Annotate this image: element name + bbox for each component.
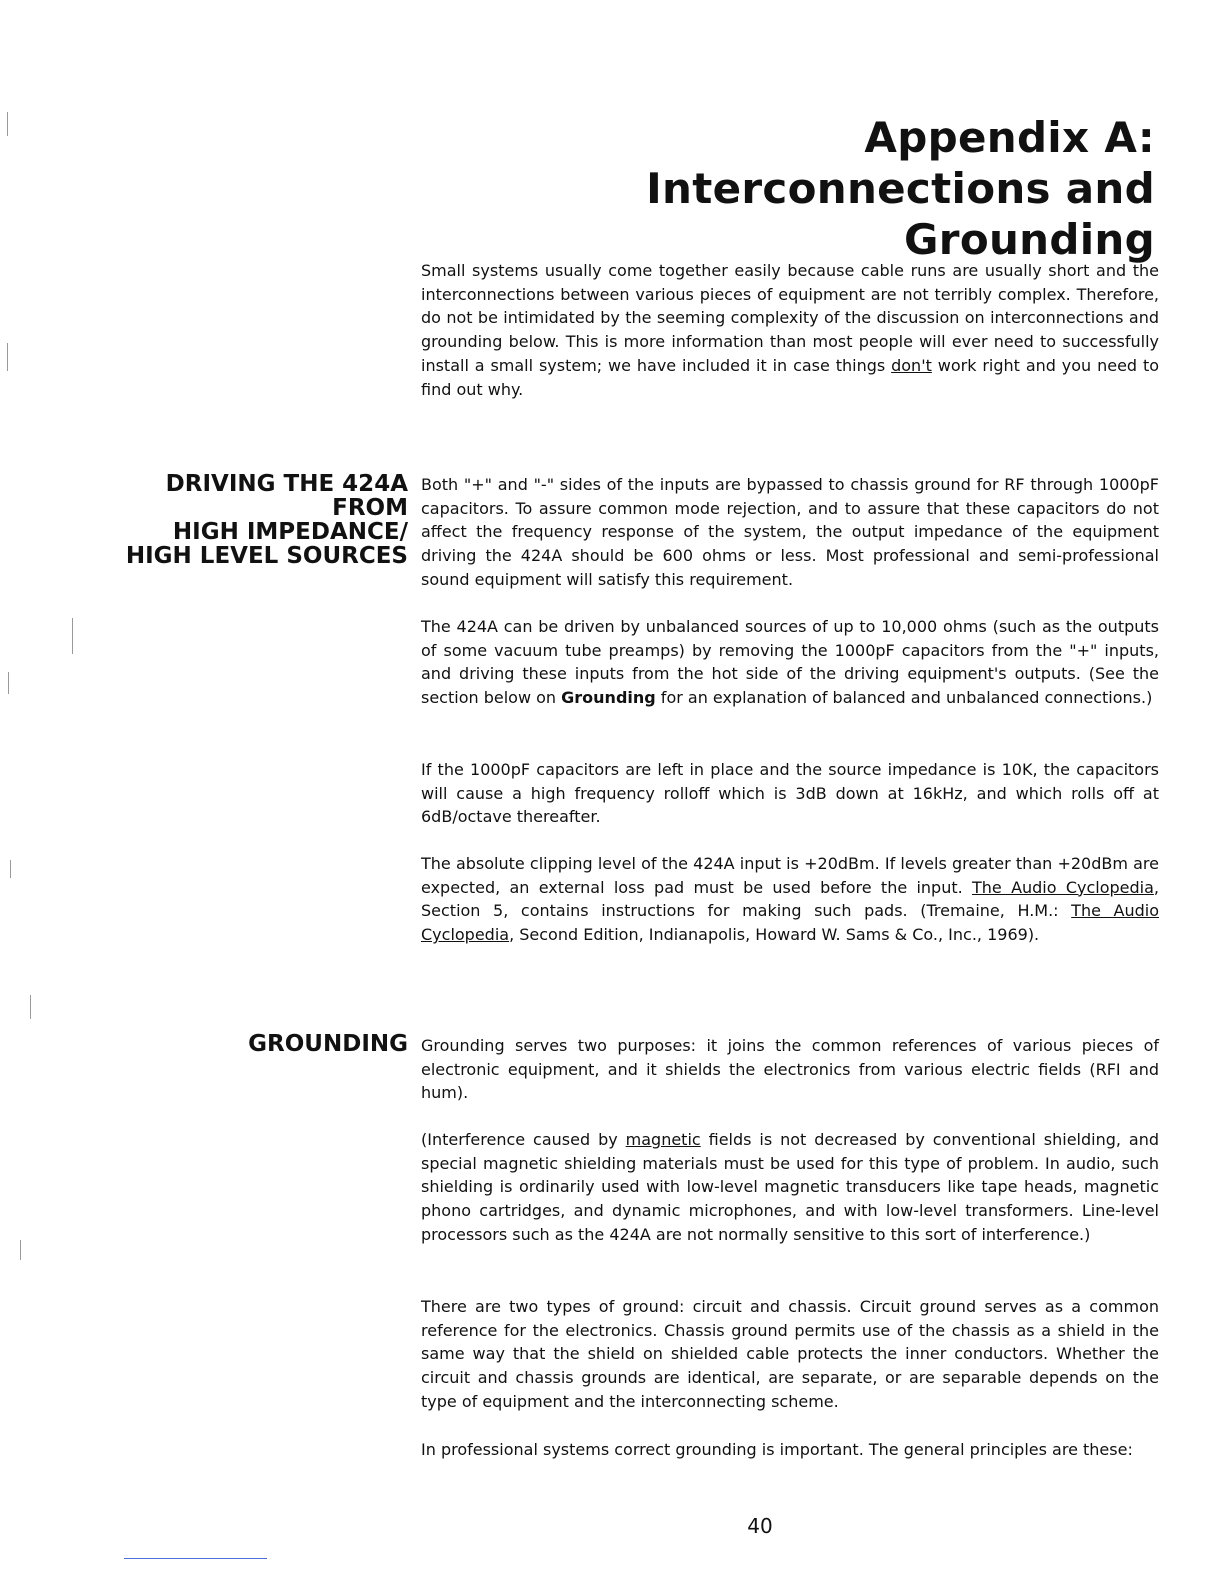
intro-text-2: work right and you need to find out why.	[421, 355, 1160, 399]
driving-p2-text-2: for an explanation of balanced and unbalanced connections.)	[655, 688, 1153, 708]
grounding-p2-text-1: (Interference caused by	[421, 1130, 626, 1149]
scan-mark	[7, 112, 8, 136]
intro-emphasis: don't	[891, 355, 932, 375]
driving-paragraph-4	[421, 852, 1159, 947]
driving-paragraph-1: Both "+" and "-" sides of the inputs are bypassed to chassis ground for RF through 1000pF capacitors. To assure common mode rejection, and to assure that these capacitors do not affect the frequency response of the system, the output impedance of the equipment driving the 424A should be 600 ohms or less. Most professional and semi-professional sound equipment will satisfy this requirement.	[421, 475, 1159, 589]
driving-section-heading	[78, 472, 408, 568]
grounding-paragraph-4: In professional systems correct grounding is important. The general principles are these:	[421, 1440, 1133, 1459]
magnetic-emphasis: magnetic	[625, 1130, 701, 1149]
grounding-section-heading	[78, 1032, 408, 1056]
grounding-paragraph-2	[421, 1128, 1159, 1247]
driving-heading-line-2: FROM	[332, 495, 408, 521]
grounding-heading-text: GROUNDING	[248, 1031, 408, 1057]
grounding-reference: Grounding	[561, 688, 656, 708]
scan-mark	[72, 618, 73, 654]
scan-mark	[10, 860, 11, 878]
book-title-ref-2: The Audio Cyclopedia	[421, 901, 1159, 945]
page-title	[400, 112, 1155, 265]
book-title-ref-1: The Audio Cyclopedia	[972, 877, 1154, 897]
scan-mark	[20, 1240, 21, 1260]
footer-rule	[124, 1558, 267, 1559]
driving-heading-line-1: DRIVING THE 424A	[165, 471, 408, 497]
driving-heading-line-4: HIGH LEVEL SOURCES	[125, 543, 408, 569]
driving-p4-text-1: The absolute clipping level of the 424A input is +20dBm. If levels greater than +20dBm are expected, an external loss pad must be used before the input.	[421, 854, 1159, 897]
page-number: 40	[747, 1514, 773, 1538]
grounding-paragraph-3: There are two types of ground: circuit and chassis. Circuit ground serves as a common reference for the electronics. Chassis ground permits use of the chassis as a shield in the same way that the shield on shielded cable protects the inner conductors. Whether the circuit and chassis grounds are identical, are separate, or are separable depends on the type of equipment and the interconnecting scheme.	[421, 1297, 1159, 1411]
title-line-1: Appendix A:	[864, 113, 1155, 162]
grounding-paragraph-1: Grounding serves two purposes: it joins the common references of various pieces of electronic equipment, and it shields the electronics from various electric fields (RFI and hum).	[421, 1036, 1159, 1103]
driving-p4-text-3: , Second Edition, Indianapolis, Howard W. Sams & Co., Inc., 1969).	[509, 925, 1040, 945]
intro-text-1: Small systems usually come together easily because cable runs are usually short and the interconnections between various pieces of equipment are not terribly complex. Therefore, do not be intimidated by the seeming complexity of the discussion on interconnections and grounding below. This is more information than most people will ever need to successfully install a small system; we have included it in case things	[421, 261, 1159, 375]
driving-paragraph-3: If the 1000pF capacitors are left in place and the source impedance is 10K, the capacitors will cause a high frequency rolloff which is 3dB down at 16kHz, and which rolls off at 6dB/octave thereafter.	[421, 760, 1159, 827]
driving-p4-text-2: , Section 5, contains instructions for making such pads. (Tremaine, H.M.:	[421, 877, 1160, 921]
driving-heading-line-3: HIGH IMPEDANCE/	[172, 519, 408, 545]
scan-mark	[7, 343, 8, 371]
driving-p2-text-1: The 424A can be driven by unbalanced sources of up to 10,000 ohms (such as the outputs of some vacuum tube preamps) by removing the 1000pF capacitors from the "+" inputs, and driving these inputs from the hot side of the driving equipment's outputs. (See the section below on	[421, 617, 1159, 708]
scan-mark	[30, 995, 31, 1019]
title-line-2: Interconnections and Grounding	[646, 164, 1155, 264]
intro-paragraph	[421, 259, 1159, 401]
scan-mark	[8, 672, 9, 694]
driving-paragraph-2	[421, 615, 1159, 710]
grounding-p2-text-2: fields is not decreased by conventional shielding, and special magnetic shielding materials must be used for this type of problem. In audio, such shielding is ordinarily used with low-level magnetic transducers like tape heads, magnetic phono cartridges, and dynamic microphones, and with low-level transformers. Line-level processors such as the 424A are not normally sensitive to this sort of interference.)	[421, 1130, 1159, 1244]
